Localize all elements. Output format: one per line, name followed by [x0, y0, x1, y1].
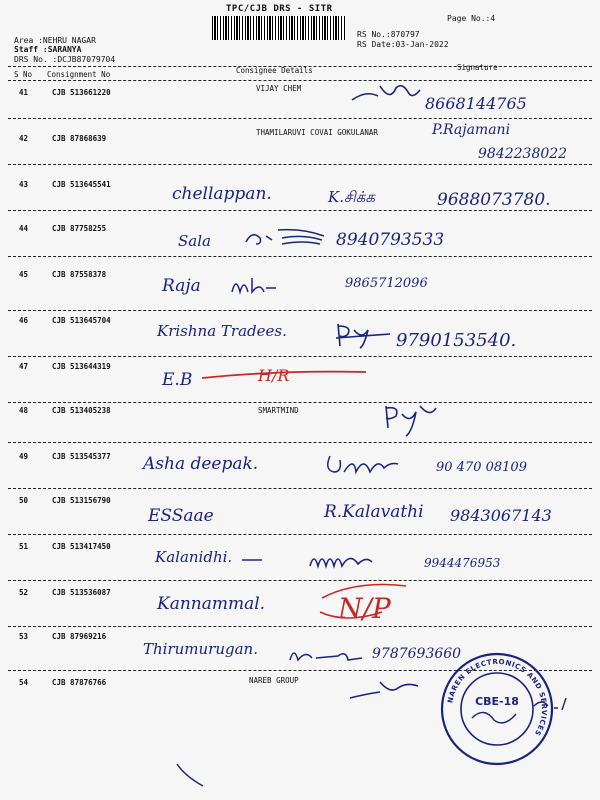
row-divider: [8, 310, 592, 311]
rs-number: RS No.:870797: [357, 30, 420, 39]
row-sno: 50: [19, 496, 29, 505]
row-sno: 53: [19, 632, 29, 641]
signature-scribble: [346, 676, 426, 704]
drs-value: DCJB87079704: [57, 55, 116, 64]
signature-scribble: [334, 320, 394, 350]
row-hand-phone: 9843067143: [450, 506, 552, 525]
row-hand-name: Sala: [178, 232, 211, 250]
row-hand-name: chellappan.: [172, 184, 272, 204]
stray-mark: [173, 760, 213, 790]
signature-scribble: [286, 644, 366, 668]
row-hand-name: ESSaae: [148, 506, 214, 526]
row-hand-name: Thirumurugan.: [143, 640, 258, 658]
row-hand-sign: R.Kalavathi: [324, 502, 424, 522]
staff-label: Staff :: [14, 45, 48, 54]
row-hand-name: E.B: [162, 370, 193, 390]
page-number: Page No.:4: [447, 14, 496, 23]
row-divider: [8, 210, 592, 211]
row-hand-phone: 8668144765: [425, 94, 527, 113]
row-hand-phone: 8940793533: [336, 230, 445, 250]
row-consignment: CJB 87876766: [52, 678, 107, 687]
row-hand-sign: K.சிக்க: [328, 188, 375, 206]
signature-scribble: [324, 450, 404, 480]
row-hand-phone: 9944476953: [424, 556, 501, 570]
row-printed-consignee: THAMILARUVI COVAI GOKULANAR: [256, 128, 378, 137]
row-consignment: CJB 513405238: [52, 406, 111, 415]
row-divider: [8, 356, 592, 357]
drs-label: DRS No. :: [14, 55, 58, 64]
seal-ring-text: NAREN ELECTRONICS AND SERVICES: [446, 657, 549, 738]
seal-signature: [472, 712, 516, 722]
signature-scribble: [350, 78, 430, 114]
col-signature: Signature: [457, 63, 498, 72]
col-consignment: Consignment No: [47, 70, 111, 79]
signature-scribble: [532, 692, 582, 716]
row-divider: [8, 626, 592, 627]
row-hand-phone: 9790153540.: [396, 330, 517, 351]
sheet-title: TPC/CJB DRS - SITR: [226, 4, 333, 14]
row-sno: 49: [19, 452, 29, 461]
row-printed-consignee: NAREB GROUP: [249, 676, 299, 685]
row-sno: 54: [19, 678, 29, 687]
row-divider: [8, 256, 592, 257]
area-label: Area :: [14, 36, 43, 45]
row-consignment: CJB 513644319: [52, 362, 111, 371]
signature-scribble: [230, 272, 280, 298]
drs-field: [14, 55, 115, 64]
row-divider: [8, 164, 592, 165]
seal-center-text: CBE-18: [475, 695, 519, 708]
row-consignment: CJB 87558378: [52, 270, 107, 279]
row-consignment: CJB 87758255: [52, 224, 107, 233]
row-consignment: CJB 513156790: [52, 496, 111, 505]
row-divider: [8, 534, 592, 535]
area-value: NEHRU NAGAR: [42, 36, 96, 45]
row-sno: 41: [19, 88, 29, 97]
row-sno: 47: [19, 362, 29, 371]
row-hand-name: Krishna Tradees.: [157, 322, 287, 340]
signature-scribble: [240, 546, 420, 574]
col-sno: S No: [14, 70, 33, 79]
row-hand-phone: 90 470 08109: [436, 460, 527, 475]
columns-divider: [8, 80, 592, 81]
area-field: [14, 36, 96, 45]
rs-date: RS Date:03-Jan-2022: [357, 40, 449, 49]
row-printed-consignee: SMARTMIND: [258, 406, 299, 415]
row-sno: 51: [19, 542, 29, 551]
row-consignment: CJB 87868639: [52, 134, 107, 143]
row-sno: 48: [19, 406, 29, 415]
row-hand-sign: P.Rajamani: [432, 122, 511, 138]
row-consignment: CJB 513645704: [52, 316, 111, 325]
row-hand-phone: 9865712096: [345, 276, 428, 291]
row-sno: 42: [19, 134, 29, 143]
signature-scribble: [380, 398, 440, 438]
row-divider: [8, 442, 592, 443]
row-hand-name: Kannammal.: [157, 594, 266, 614]
row-consignment: CJB 513536087: [52, 588, 111, 597]
row-hand-phone: 9688073780.: [437, 190, 551, 210]
row-hand-name: Asha deepak.: [143, 454, 259, 474]
row-sno: 52: [19, 588, 29, 597]
row-sno: 46: [19, 316, 29, 325]
row-hand-name: Raja: [162, 276, 201, 296]
row-divider: [8, 402, 592, 403]
row-hand-sign: N/P: [338, 592, 391, 625]
row-divider: [8, 488, 592, 489]
row-sno: 45: [19, 270, 29, 279]
barcode: [212, 16, 346, 40]
row-divider: [8, 118, 592, 119]
row-hand-phone: 9842238022: [478, 146, 568, 162]
row-consignment: CJB 513545377: [52, 452, 111, 461]
row-divider: [8, 580, 592, 581]
row-consignment: CJB 513417450: [52, 542, 111, 551]
row-hand-phone: 9787693660: [372, 646, 462, 662]
row-consignment: CJB 513661220: [52, 88, 111, 97]
row-hand-name: Kalanidhi.: [155, 548, 233, 566]
staff-field: [14, 45, 81, 54]
row-printed-consignee: VIJAY CHEM: [256, 84, 302, 93]
row-consignment: CJB 513645541: [52, 180, 111, 189]
row-sno: 43: [19, 180, 29, 189]
col-consignee: Consignee Details: [236, 66, 313, 75]
row-sno: 44: [19, 224, 29, 233]
signature-scribble: [242, 226, 332, 252]
staff-value: SARANYA: [47, 45, 82, 54]
row-hand-sign: H/R: [258, 366, 290, 385]
row-consignment: CJB 87969216: [52, 632, 107, 641]
